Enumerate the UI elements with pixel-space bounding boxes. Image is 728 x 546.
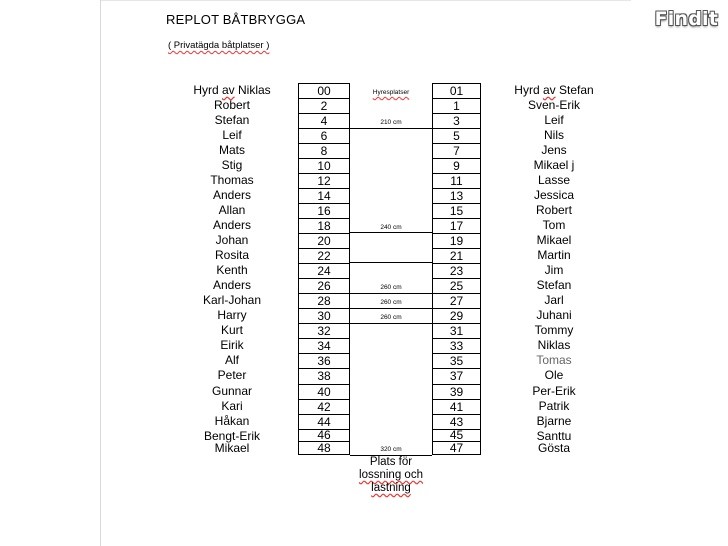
berth-row	[0, 399, 728, 414]
left-owner-name: Kari	[221, 399, 243, 413]
left-berth-number: 36	[298, 353, 350, 368]
footer-line-2: lossning och	[359, 469, 423, 481]
right-owner-name: Gösta	[537, 441, 570, 455]
width-label-260a: 260 cm	[380, 284, 402, 291]
right-berth-number: 13	[432, 188, 481, 203]
page-top-edge	[101, 0, 631, 1]
left-owner-name: Karl-Johan	[202, 293, 262, 307]
left-berth-number: 44	[298, 414, 350, 429]
divider-line	[350, 262, 432, 263]
right-berth-number: 5	[432, 128, 481, 143]
right-berth-number: 33	[432, 338, 481, 353]
right-berth-number: 37	[432, 368, 481, 384]
right-berth-number: 29	[432, 308, 481, 323]
berth-row	[0, 323, 728, 338]
footer-line-1: Plats för	[369, 456, 413, 468]
left-berth-number: 42	[298, 399, 350, 414]
left-berth-number: 24	[298, 263, 350, 278]
right-owner-name: Nils	[544, 128, 564, 142]
right-berth-number: 7	[432, 143, 481, 158]
divider-line	[350, 323, 432, 324]
rental-label: Hyresplatser	[372, 89, 410, 96]
right-owner-name: Robert	[535, 203, 573, 217]
left-owner-name: Allan	[218, 203, 246, 217]
right-owner-name: Jens	[541, 143, 567, 157]
right-owner-name: Tom	[542, 218, 566, 232]
left-berth-number: 8	[298, 143, 350, 158]
left-owner-name: Stefan	[214, 113, 250, 127]
footer-line-3: lastning	[371, 482, 411, 494]
right-berth-number: 23	[432, 263, 481, 278]
left-owner-name: Eirik	[220, 338, 244, 352]
left-berth-number: 26	[298, 278, 350, 293]
berth-row	[0, 248, 728, 263]
right-owner-name: Santtu	[536, 429, 572, 443]
right-berth-number: 27	[432, 293, 481, 308]
left-owner-name: Anders	[212, 278, 252, 292]
left-owner-name: Robert	[213, 98, 251, 112]
left-berth-number: 10	[298, 158, 350, 173]
berth-row	[0, 188, 728, 203]
left-owner-name: Kenth	[216, 263, 248, 277]
left-berth-number: 14	[298, 188, 350, 203]
left-owner-name: Johan	[215, 233, 249, 247]
right-owner-name: Per-Erik	[532, 384, 576, 398]
left-berth-number: 38	[298, 368, 350, 384]
right-owner-name: Ole	[544, 368, 564, 382]
right-berth-number: 15	[432, 203, 481, 218]
left-berth-number: 40	[298, 384, 350, 399]
left-owner-name: Stig	[221, 158, 243, 172]
left-owner-name: Håkan	[214, 414, 250, 428]
berth-row	[0, 429, 728, 441]
left-berth-number: 20	[298, 233, 350, 248]
right-berth-number: 11	[432, 173, 481, 188]
width-label-240: 240 cm	[380, 224, 402, 231]
right-owner-name: Mikael j	[533, 158, 575, 172]
right-owner-name: Mikael	[536, 233, 572, 247]
right-owner-name: Patrik	[538, 399, 570, 413]
right-berth-number: 25	[432, 278, 481, 293]
left-owner-name: Mats	[218, 143, 245, 157]
right-owner-name: Tomas	[536, 353, 572, 367]
width-label-260c: 260 cm	[380, 314, 402, 321]
left-owner-name: Kurt	[220, 323, 243, 337]
right-berth-number: 35	[432, 353, 481, 368]
width-label-260b: 260 cm	[380, 299, 402, 306]
left-owner-name: Thomas	[210, 173, 254, 187]
width-label-320: 320 cm	[380, 446, 402, 453]
berth-row	[0, 384, 728, 399]
berth-row	[0, 263, 728, 278]
right-owner-name: Lasse	[537, 173, 571, 187]
left-berth-number: 16	[298, 203, 350, 218]
right-berth-number: 19	[432, 233, 481, 248]
berth-row	[0, 158, 728, 173]
left-berth-number: 2	[298, 98, 350, 113]
berth-row	[0, 173, 728, 188]
right-owner-name: Tommy	[534, 323, 574, 337]
left-berth-number: 18	[298, 218, 350, 233]
berth-row	[0, 143, 728, 158]
right-berth-number: 41	[432, 399, 481, 414]
left-berth-number: 46	[298, 429, 350, 441]
left-owner-name: Anders	[212, 188, 252, 202]
page-title: REPLOT BÅTBRYGGA	[166, 12, 306, 27]
right-berth-number: 31	[432, 323, 481, 338]
berth-row	[0, 414, 728, 429]
right-berth-number: 9	[432, 158, 481, 173]
right-owner-name: Martin	[537, 248, 571, 262]
left-berth-number: 6	[298, 128, 350, 143]
right-berth-number: 3	[432, 113, 481, 128]
berth-row	[0, 338, 728, 353]
left-owner-name: Peter	[217, 368, 247, 382]
width-label-210: 210 cm	[380, 119, 402, 126]
right-berth-number: 17	[432, 218, 481, 233]
left-berth-number: 34	[298, 338, 350, 353]
right-owner-name: Hyrd av Stefan	[514, 83, 594, 97]
berth-row	[0, 353, 728, 368]
left-owner-name: Rosita	[214, 248, 249, 262]
right-berth-number: 43	[432, 414, 481, 429]
divider-line	[350, 128, 432, 129]
left-owner-name: Bengt-Erik	[203, 429, 261, 443]
left-berth-number: 32	[298, 323, 350, 338]
divider-line	[350, 308, 432, 309]
unloading-area-label	[350, 456, 432, 495]
left-owner-name: Anders	[212, 218, 252, 232]
left-berth-number: 4	[298, 113, 350, 128]
right-owner-name: Sven-Erik	[527, 98, 580, 112]
divider-line	[350, 232, 432, 233]
page-subtitle: ( Privatägda båtplatser )	[168, 40, 270, 51]
right-berth-number: 39	[432, 384, 481, 399]
left-owner-name: Mikael	[214, 441, 250, 455]
right-owner-name: Bjarne	[536, 414, 572, 428]
right-berth-number: 47	[432, 441, 481, 455]
berth-row	[0, 128, 728, 143]
left-owner-name: Leif	[222, 128, 242, 142]
right-berth-number: 45	[432, 429, 481, 441]
right-owner-name: Jim	[544, 263, 564, 277]
berth-row	[0, 203, 728, 218]
left-berth-number: 22	[298, 248, 350, 263]
berth-row	[0, 233, 728, 248]
right-owner-name: Leif	[544, 113, 564, 127]
right-berth-number: 21	[432, 248, 481, 263]
left-owner-name: Harry	[217, 308, 247, 322]
berth-row	[0, 368, 728, 384]
right-owner-name: Juhani	[536, 308, 572, 322]
findit-logo: Findit	[654, 8, 718, 30]
left-owner-name: Hyrd av Niklas	[193, 83, 271, 97]
left-berth-number: 28	[298, 293, 350, 308]
left-berth-number: 00	[298, 83, 350, 98]
right-owner-name: Niklas	[537, 338, 571, 352]
left-owner-name: Alf	[224, 353, 239, 367]
left-berth-number: 30	[298, 308, 350, 323]
right-berth-number: 1	[432, 98, 481, 113]
divider-line	[350, 293, 432, 294]
left-berth-number: 48	[298, 441, 350, 455]
right-owner-name: Stefan	[536, 278, 572, 292]
left-berth-number: 12	[298, 173, 350, 188]
berth-row	[0, 98, 728, 113]
right-owner-name: Jessica	[533, 188, 574, 202]
right-owner-name: Jarl	[544, 293, 564, 307]
left-owner-name: Gunnar	[211, 384, 253, 398]
right-berth-number: 01	[432, 83, 481, 98]
